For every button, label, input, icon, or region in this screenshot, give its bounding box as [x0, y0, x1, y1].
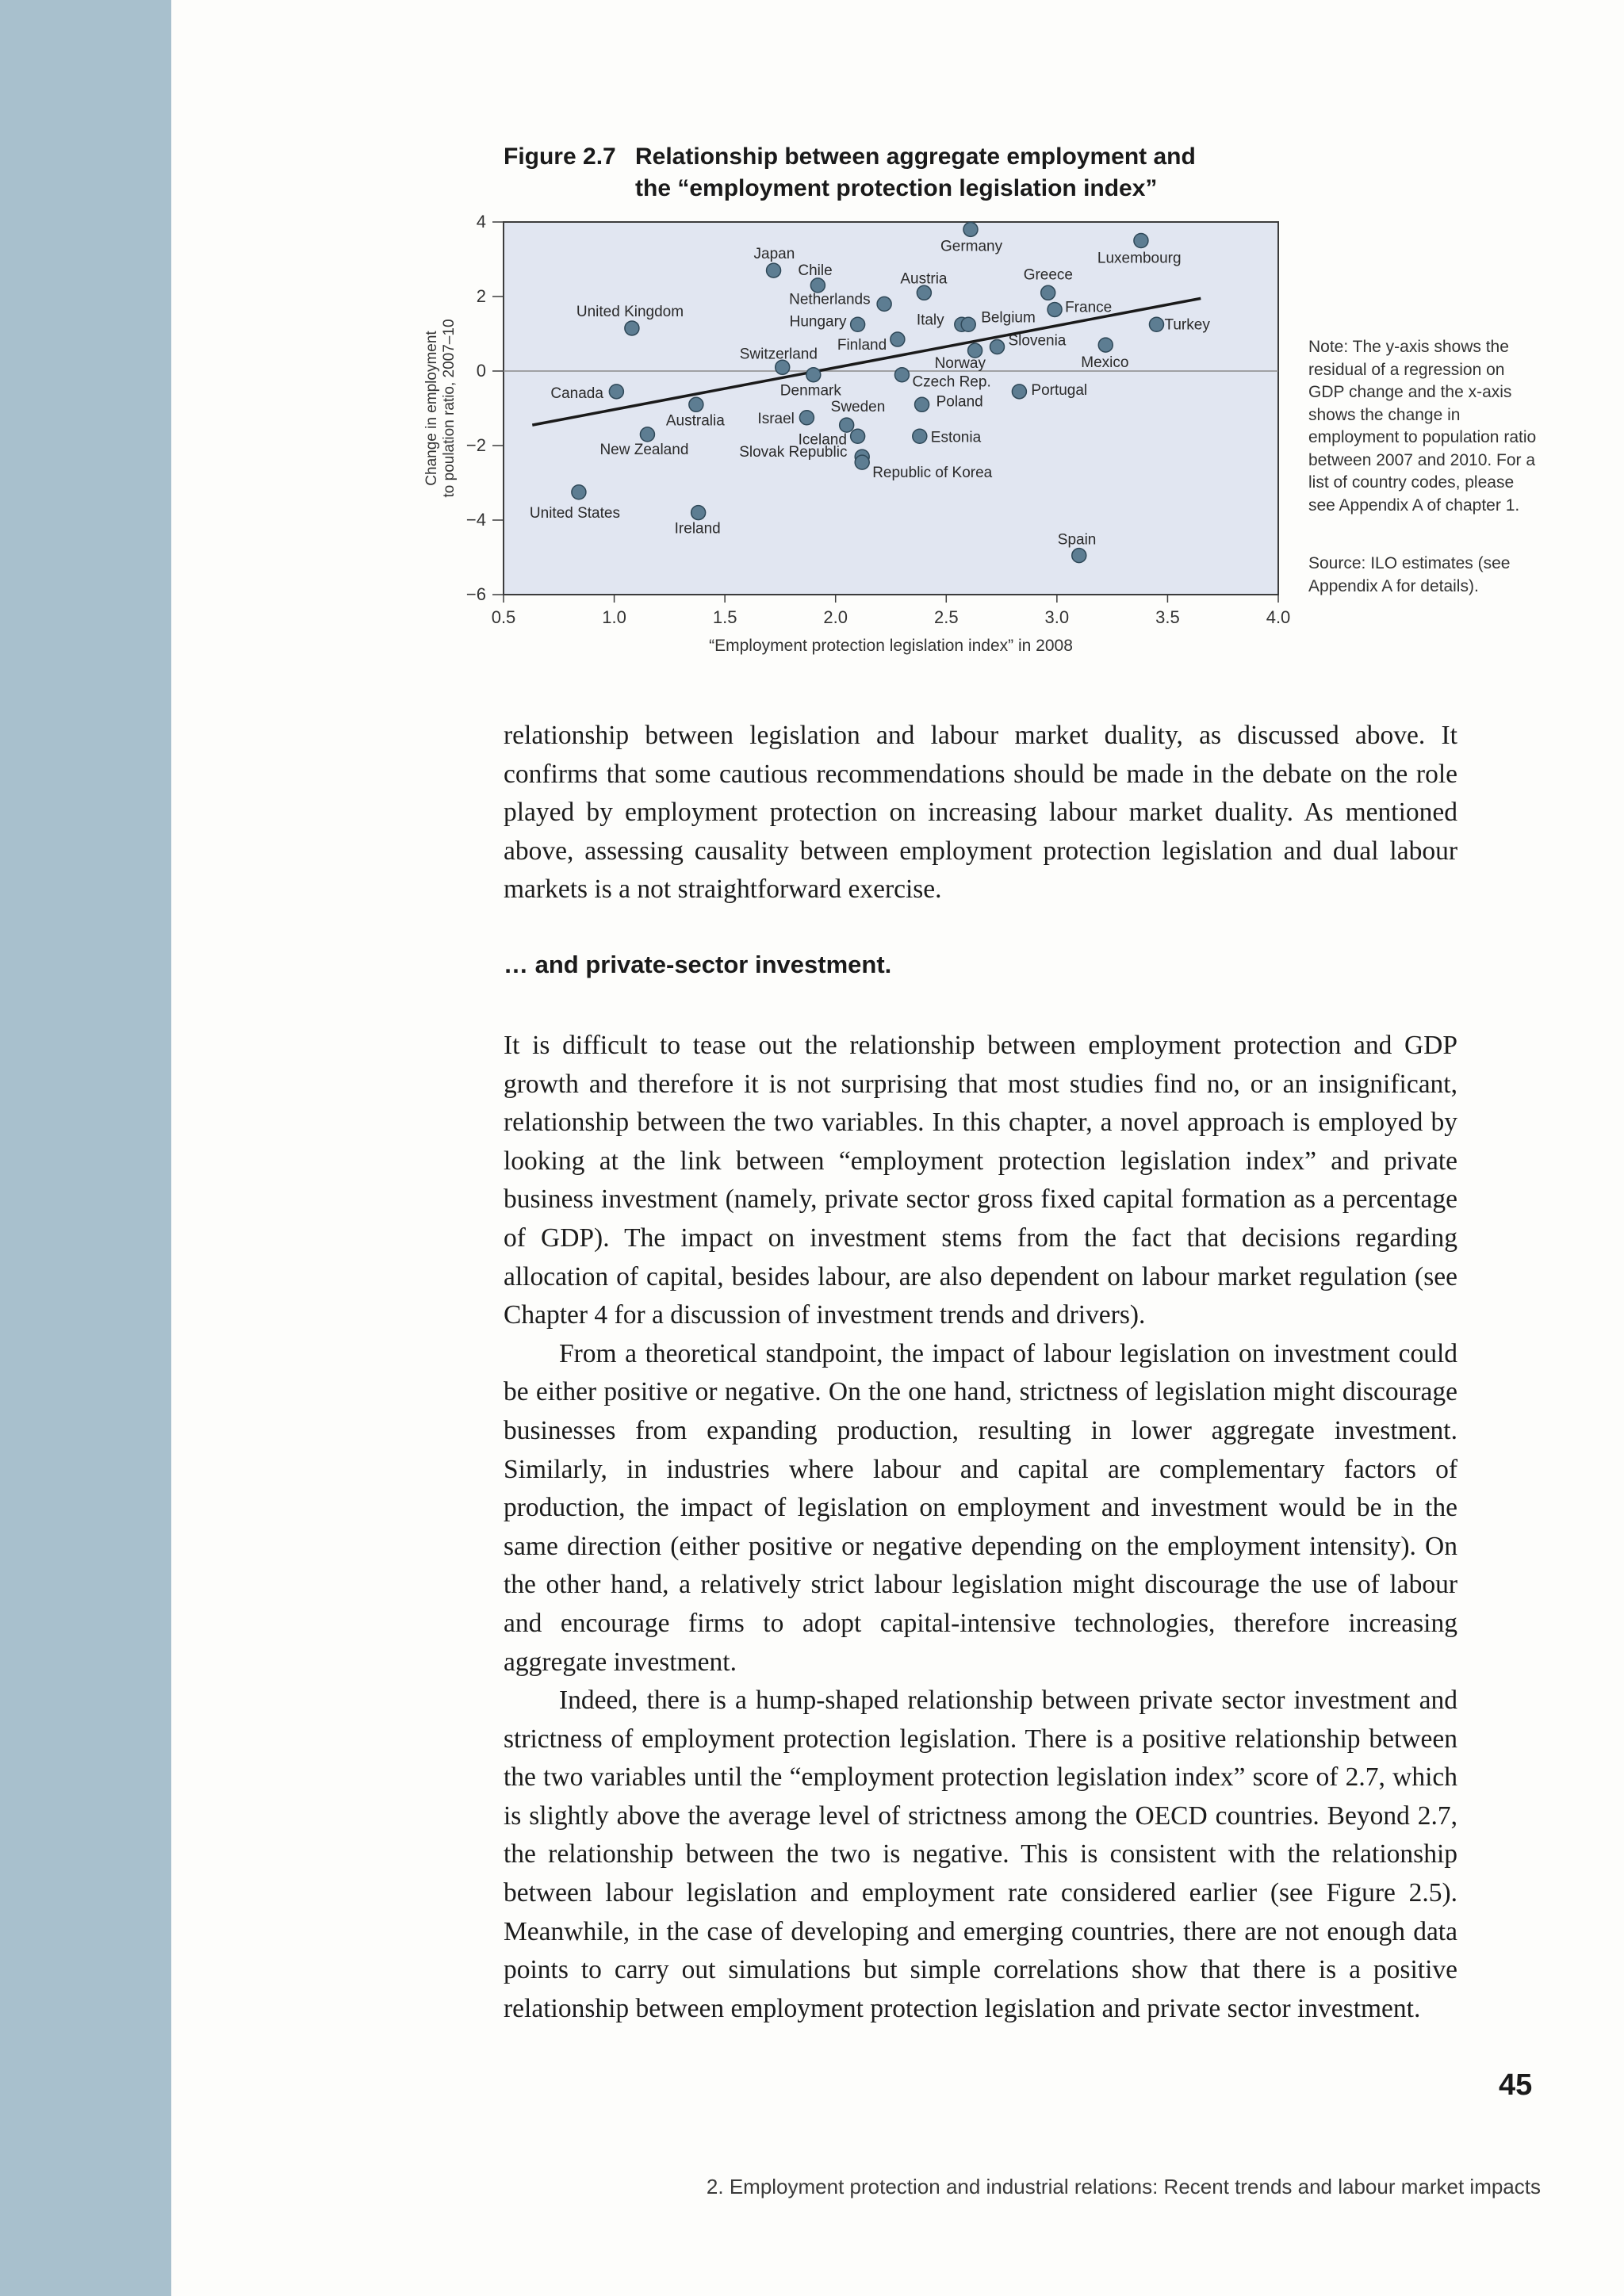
point-label-germany: Germany: [940, 238, 1003, 255]
point-label-ireland: Ireland: [674, 520, 721, 538]
point-luxembourg: [1134, 234, 1148, 248]
point-canada: [609, 385, 623, 399]
point-france: [1048, 302, 1062, 316]
figure-title: [504, 141, 1297, 205]
y-tick-label: −4: [465, 510, 486, 530]
point-label-new-zealand: New Zealand: [599, 441, 689, 458]
point-new-zealand: [640, 427, 654, 442]
point-united-kingdom: [625, 321, 639, 335]
point-australia: [689, 397, 703, 411]
point-label-slovak-republic: Slovak Republic: [739, 444, 848, 461]
main-text-block: [504, 1027, 1457, 2028]
point-label-mexico: Mexico: [1081, 354, 1129, 372]
y-tick-label: 4: [476, 212, 486, 232]
point-sweden: [840, 418, 854, 432]
point-label-netherlands: Netherlands: [789, 291, 871, 308]
point-turkey: [1149, 317, 1163, 331]
y-tick-label: 2: [476, 286, 486, 306]
figure-title-line-2: the “employment protection legislation index”: [635, 175, 1158, 201]
point-label-italy: Italy: [916, 312, 944, 329]
point-netherlands: [877, 297, 891, 311]
point-label-united-states: United States: [529, 504, 620, 522]
point-label-turkey: Turkey: [1164, 316, 1210, 334]
x-tick-label: 3.5: [1155, 607, 1180, 627]
point-label-france: France: [1065, 299, 1113, 316]
paragraph-2: From a theoretical standpoint, the impact of labour legislation on investment could be either positive or negative. On the one hand, strictness of legislation might discourage businesses from expanding production, resulting in lower aggregate investment. Similarly, in industries where labour and capital are complementary factors of production, the impact of legislation on employment and investment would be in the same direction (either positive or negative depending on the employment intensity). On the other hand, a relatively strict labour legislation might discourage the use of labour and encourage firms to adopt capital-intensive technologies, therefore increasing aggregate investment.: [504, 1338, 1457, 1677]
point-label-hungary: Hungary: [789, 313, 847, 331]
figure-note: Note: The y-axis shows the residual of a regression on GDP change and the x-axis shows the change in employment to population ratio between 2007 and 2010. For a list of country codes, please see Appendix A of chapter 1.: [1308, 338, 1537, 515]
point-hungary: [851, 317, 865, 331]
point-austria: [917, 285, 931, 300]
figure-number: Figure 2.7: [504, 144, 616, 170]
point-united-states: [572, 485, 586, 499]
point-finland: [891, 332, 905, 346]
point-mexico: [1098, 338, 1113, 352]
point-label-finland: Finland: [837, 337, 887, 354]
point-japan: [767, 263, 781, 277]
point-chile: [810, 278, 825, 293]
point-label-japan: Japan: [753, 246, 795, 263]
point-label-spain: Spain: [1057, 531, 1097, 549]
point-denmark: [806, 368, 821, 382]
x-tick-label: 0.5: [491, 607, 516, 627]
point-label-iceland: Iceland: [798, 431, 847, 449]
point-label-chile: Chile: [798, 262, 833, 279]
x-tick-label: 1.5: [712, 607, 737, 627]
point-label-denmark: Denmark: [779, 382, 841, 400]
point-poland: [915, 397, 929, 411]
figure-title-line-1: Relationship between aggregate employment and: [635, 144, 1196, 170]
point-estonia: [913, 429, 927, 443]
point-label-australia: Australia: [665, 412, 725, 430]
intro-paragraph-block: [504, 717, 1457, 909]
x-tick-label: 1.0: [602, 607, 626, 627]
y-tick-label: −6: [465, 584, 486, 604]
y-axis-label-line-2: to poulation ratio, 2007–10: [441, 319, 458, 498]
point-slovenia: [990, 339, 1004, 354]
paragraph-1: It is difficult to tease out the relationship between employment protection and GDP growth and therefore it is not surprising that most studies find no, or an insignificant, relationship between the two variables. In this chapter, a novel approach is employed by looking at the link between “employment protection legislation index” and private business investment (namely, private sector gross fixed capital formation as a percentage of GDP). The impact on investment stems from the fact that decisions regarding allocation of capital, besides labour, are also dependent on labour market regulation (see Chapter 4 for a discussion of investment trends and drivers).: [504, 1031, 1457, 1330]
point-republic-of-korea: [855, 455, 869, 469]
point-label-belgium: Belgium: [981, 309, 1036, 327]
point-ireland: [691, 506, 706, 520]
point-label-canada: Canada: [550, 385, 603, 402]
running-footer: 2. Employment protection and industrial relations: Recent trends and labour market impacts: [706, 2175, 1541, 2198]
y-axis-label-line-1: Change in employment: [423, 331, 440, 486]
point-label-republic-of-korea: Republic of Korea: [872, 465, 993, 482]
point-label-luxembourg: Luxembourg: [1097, 250, 1182, 267]
point-czech-rep: [894, 368, 909, 382]
point-belgium: [961, 317, 975, 331]
point-iceland: [851, 429, 865, 443]
point-label-greece: Greece: [1023, 266, 1074, 284]
intro-paragraph: relationship between legislation and labour market duality, as discussed above. It confirms that some cautious recommendations should be made in the debate on the role played by employment protection on increasing labour market duality. As mentioned above, assessing causality between employment protection legislation and dual labour markets is a not straightforward exercise.: [504, 721, 1457, 905]
scatter-chart: [412, 208, 1300, 668]
point-label-switzerland: Switzerland: [739, 346, 818, 363]
point-label-slovenia: Slovenia: [1008, 332, 1067, 350]
x-tick-label: 2.0: [823, 607, 848, 627]
x-tick-label: 2.5: [933, 607, 959, 627]
point-label-israel: Israel: [757, 410, 795, 427]
y-tick-label: 0: [476, 361, 486, 381]
point-label-estonia: Estonia: [930, 429, 982, 446]
section-heading: … and private-sector investment.: [504, 951, 892, 978]
page-number: 45: [1499, 2068, 1533, 2102]
x-tick-label: 3.0: [1044, 607, 1070, 627]
point-label-portugal: Portugal: [1031, 381, 1088, 399]
point-germany: [963, 222, 978, 236]
paragraph-3: Indeed, there is a hump-shaped relationship between private sector investment and strictness of employment protection legislation. There is a positive relationship between the two variables until the “employment protection legislation index” score of 2.7, which is slightly above the average level of strictness among the OECD countries. Beyond 2.7, the relationship between the two is negative. This is consistent with the relationship between labour legislation and employment rate considered earlier (see Figure 2.5). Meanwhile, in the case of developing and emerging countries, there are not enough data points to carry out simulations but simple correlations show that there is a positive relationship between employment protection legislation and private sector investment.: [504, 1686, 1457, 2023]
point-label-poland: Poland: [936, 393, 983, 411]
point-greece: [1041, 285, 1055, 300]
point-label-austria: Austria: [900, 270, 948, 288]
point-label-sweden: Sweden: [830, 399, 886, 416]
x-axis-label: “Employment protection legislation index” in 2008: [709, 637, 1073, 655]
y-tick-label: −2: [465, 435, 486, 455]
figure-source: Source: ILO estimates (see Appendix A for details).: [1308, 554, 1511, 595]
point-portugal: [1012, 385, 1026, 399]
point-label-norway: Norway: [934, 355, 986, 373]
point-label-united-kingdom: United Kingdom: [576, 303, 684, 320]
point-label-czech-rep: Czech Rep.: [912, 373, 991, 391]
x-tick-label: 4.0: [1266, 607, 1291, 627]
point-spain: [1072, 549, 1086, 563]
page-side-bar: [0, 0, 171, 2296]
point-israel: [799, 411, 814, 425]
